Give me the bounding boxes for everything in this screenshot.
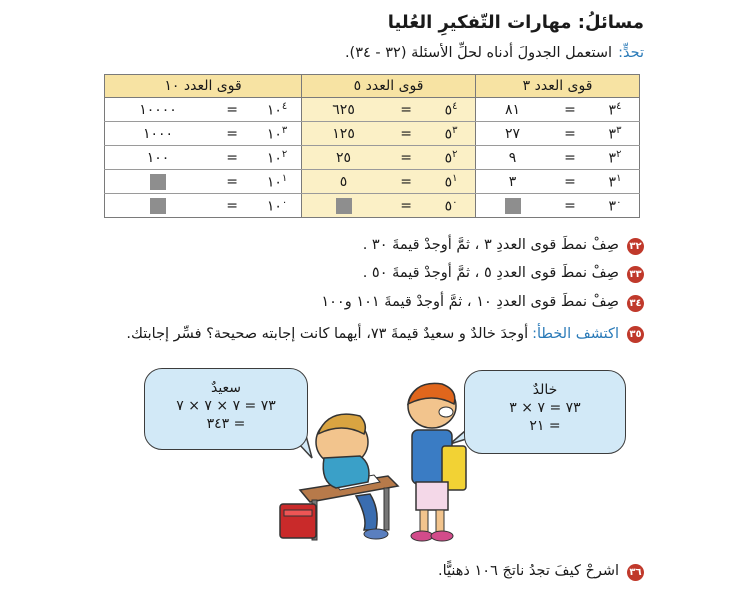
power-base: ١٠	[266, 150, 282, 167]
challenge-intro	[345, 45, 644, 61]
power-exponent: ٤	[281, 100, 288, 112]
seated-boy-icon	[316, 414, 388, 539]
header-powers-5: قوى العدد ٥	[302, 75, 476, 98]
power-base: ١٠	[266, 102, 282, 119]
equals-sign: =	[400, 197, 412, 214]
question-text: صِفْ نمطَ قوى العددِ ١٠ ، ثمَّ أوجدْ قيمةَ ١٠١ و١٠٠	[321, 294, 619, 310]
power-expression	[591, 101, 639, 119]
power-base: ١٠	[266, 198, 282, 215]
section-title: مسائلُ: مهارات التّفكيرِ العُليا	[387, 12, 644, 33]
equals-sign: =	[564, 149, 576, 166]
power-exponent: ١	[281, 172, 288, 184]
power-expression	[427, 149, 475, 167]
table-cell	[302, 170, 476, 194]
equals-sign: =	[226, 197, 238, 214]
table-cell	[476, 146, 640, 170]
table-row	[105, 170, 640, 194]
question-text: اشرحْ كيفَ تجدُ ناتجَ ١٠٦ ذهنيًّا.	[438, 563, 619, 579]
power-expression	[427, 125, 475, 143]
equals-sign: =	[400, 149, 412, 166]
power-base: ١٠	[266, 174, 282, 191]
power-expression	[427, 173, 475, 191]
power-exponent: ٢	[281, 148, 288, 160]
power-base: ٥	[444, 102, 453, 119]
find-error-keyword: اكتشف الخطأ:	[532, 326, 619, 342]
saeed-line-1: ٧٣ = ٧ × ٧ × ٧	[176, 398, 276, 414]
power-exponent: ١	[452, 172, 458, 184]
table-cell	[476, 98, 640, 122]
power-expression	[591, 125, 639, 143]
power-base: ٣	[608, 174, 617, 191]
khaled-speech-bubble	[464, 370, 626, 454]
power-base: ٥	[444, 150, 453, 167]
power-base: ٣	[608, 102, 617, 119]
saeed-line-2: = ٣٤٣	[206, 416, 246, 432]
blank-answer-box	[302, 198, 385, 214]
question-35	[114, 322, 644, 346]
power-base: ١٠	[266, 126, 282, 143]
blank-answer-box	[476, 198, 549, 214]
power-expression	[253, 197, 301, 215]
students-illustration	[272, 378, 482, 548]
power-value: ٨١	[505, 101, 521, 118]
power-value: ٩	[508, 149, 517, 166]
question-32	[363, 237, 644, 255]
power-expression	[253, 125, 301, 143]
khaled-line-2: = ٢١	[529, 418, 561, 434]
question-number: ٣٢	[627, 238, 644, 255]
question-33	[363, 265, 644, 283]
power-exponent: ٣	[452, 124, 458, 136]
question-text-wrap	[126, 322, 619, 346]
power-value: ٣	[508, 173, 517, 190]
table-row	[105, 194, 640, 218]
power-base: ٣	[608, 150, 617, 167]
table-cell	[476, 122, 640, 146]
power-exponent: ٢	[452, 148, 458, 160]
table-row	[105, 146, 640, 170]
challenge-keyword: تحدٍّ:	[618, 45, 644, 61]
school-bag-icon	[280, 504, 316, 538]
table-cell	[302, 98, 476, 122]
power-exponent: ٠	[452, 196, 458, 208]
question-number: ٣٦	[627, 564, 644, 581]
power-value: ١٢٥	[332, 125, 355, 142]
power-expression	[427, 101, 475, 119]
power-expression	[253, 101, 301, 119]
equals-sign: =	[564, 173, 576, 190]
question-text: أوجدَ خالدٌ و سعيدٌ قيمةَ ٧٣، أيهما كانت إجابته صحيحة؟ فسِّر إجابتك.	[126, 326, 529, 342]
question-number: ٣٣	[627, 266, 644, 283]
equals-sign: =	[226, 173, 238, 190]
saeed-name: سعيدٌ	[210, 380, 242, 396]
table-cell	[302, 194, 476, 218]
power-exponent: ٠	[616, 196, 622, 208]
table-row	[105, 98, 640, 122]
table-cell	[105, 98, 302, 122]
table-row	[105, 122, 640, 146]
power-expression	[427, 197, 475, 215]
power-exponent: ٣	[616, 124, 622, 136]
power-base: ٣	[608, 198, 617, 215]
header-powers-10: قوى العدد ١٠	[105, 75, 302, 98]
table-cell	[302, 146, 476, 170]
power-value: ١٠٠	[146, 149, 170, 166]
power-exponent: ٣	[281, 124, 288, 136]
power-exponent: ٠	[281, 196, 288, 208]
table-cell	[302, 122, 476, 146]
equals-sign: =	[400, 173, 412, 190]
question-text: صِفْ نمطَ قوى العددِ ٣ ، ثمَّ أوجدْ قيمةَ ٣٠ .	[362, 237, 619, 253]
power-exponent: ١	[616, 172, 622, 184]
power-expression	[591, 149, 639, 167]
question-34	[321, 294, 644, 312]
question-number: ٣٥	[627, 326, 644, 343]
gray-box-icon	[150, 174, 166, 190]
power-value: ٥	[339, 173, 348, 190]
gray-box-icon	[505, 198, 521, 214]
power-base: ٥	[444, 174, 453, 191]
blank-answer-box	[105, 198, 211, 214]
power-exponent: ٢	[616, 148, 622, 160]
equals-sign: =	[226, 125, 238, 142]
table-cell	[476, 170, 640, 194]
power-exponent: ٤	[452, 100, 458, 112]
table-cell	[105, 146, 302, 170]
equals-sign: =	[226, 149, 238, 166]
gray-box-icon	[150, 198, 166, 214]
power-expression	[253, 173, 301, 191]
equals-sign: =	[564, 197, 576, 214]
powers-table	[104, 74, 640, 218]
power-expression	[591, 173, 639, 191]
power-expression	[253, 149, 301, 167]
khaled-line-1: ٧٣ = ٧ × ٣	[509, 400, 581, 416]
question-text: صِفْ نمطَ قوى العددِ ٥ ، ثمَّ أوجدْ قيمةَ ٥٠ .	[362, 265, 619, 281]
power-value: ٢٧	[505, 125, 521, 142]
khaled-name: خالدٌ	[532, 382, 558, 398]
equals-sign: =	[564, 125, 576, 142]
power-exponent: ٤	[616, 100, 622, 112]
table-cell	[105, 194, 302, 218]
power-value: ٦٢٥	[332, 101, 355, 118]
challenge-text: استعمل الجدولَ أدناه لحلِّ الأسئلة (٣٢ - ٣٤).	[344, 45, 613, 61]
power-value: ١٠٠٠٠	[139, 101, 177, 118]
standing-boy-icon	[408, 383, 466, 541]
table-cell	[476, 194, 640, 218]
power-base: ٥	[444, 126, 453, 143]
table-cell	[105, 122, 302, 146]
power-expression	[591, 197, 639, 215]
question-number: ٣٤	[627, 295, 644, 312]
equals-sign: =	[400, 101, 412, 118]
power-value: ١٠٠٠	[142, 125, 174, 142]
table-cell	[105, 170, 302, 194]
power-value: ٢٥	[336, 149, 352, 166]
power-base: ٥	[444, 198, 453, 215]
blank-answer-box	[105, 174, 211, 190]
power-base: ٣	[608, 126, 617, 143]
equals-sign: =	[226, 101, 238, 118]
equals-sign: =	[564, 101, 576, 118]
gray-box-icon	[336, 198, 352, 214]
header-powers-3: قوى العدد ٣	[476, 75, 640, 98]
question-36	[438, 563, 644, 581]
equals-sign: =	[400, 125, 412, 142]
